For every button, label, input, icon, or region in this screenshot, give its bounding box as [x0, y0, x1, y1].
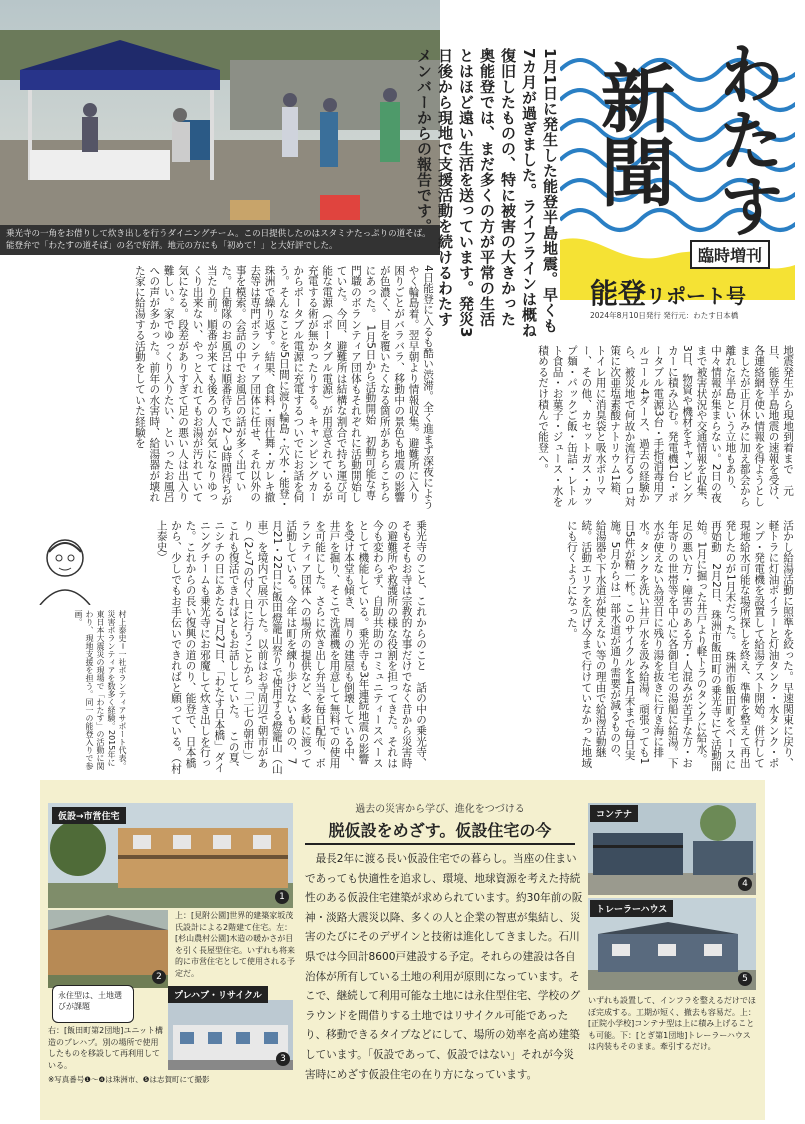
bubble-text: 永住型は、土地選びが課題 [58, 991, 122, 1011]
noto-label: 能登 [590, 277, 647, 310]
photo-number-2: 2 [152, 970, 166, 984]
title-watasu: わたす [707, 40, 785, 238]
title-shinbun: 新聞 [589, 60, 675, 208]
column-2: 4日能登に入るも酷い渋滞。全く進まず深夜にようやく輪島着。翌早朝より情報収集。避難所に入り困りごとがバラバラ、移動中の景色も地震の影響が色濃く、目を覆いたくなる箇所があちらこちらにあった。 1月5日から活動開始 初動可能な専門職のボランティア団体もそれぞれに活動開始していた。今回、避難所は結構な割合で持ち運び可能な電源（ポータブル電源）が用意されているが充電する術が無かったりする。キャンピングカーからポータブル電源に充電するついでにお話を伺う。そんなことを5日間に渡り輪島・穴水・能登・珠洲で繰り返す。結果、食料・雨仕舞・ガレキ撤去等は専門ボランティア団体に任せ、それ以外の事を模索。会話の中でお風呂の話が多く出ていた。自衛隊のお風呂は順番待ちで2〜3時間待ちが当たり前。順番が来ても後ろの人が気になりゆっくり出来ない、やっと入れてもお湯が汚れていて気になる。段差がありすぎて足の悪い人は出入り難しい。家でゆっくり入りたい、といったお風呂への声が多かった。前年の水害時、給湯器が壊れた家に給湯する活動をしていた経験を [133, 265, 434, 510]
caption-top: 上：[見附公園]世界的建築家坂茂氏設計による2階建て住宅。左：[杉山農村公園]木造の暖かさが目を引く長屋型住宅。いずれも将来的に市営住宅として使用される予定だ。 [175, 911, 295, 978]
noto-title [590, 272, 746, 312]
tag-kasetsu: 仮設→市営住宅 [52, 807, 126, 824]
photo-number-5: 5 [738, 972, 752, 986]
caption-container: いずれも設置して、インフラを整えるだけでほぼ完成する。工期が短く、撤去も容易だ。上：[正院小学校]コンテナ型は上に積み上げることも可能。下：[とぎ第1団地]トレーラーハウスは内装もそのまま。牽引するだけ。 [588, 996, 756, 1051]
author-bio: 村上泰史＝一社ボランティアサポート代表。災害ボランティアを数多く経験。2015年に東日本大震災の現場で「わたす」の活動に関わり、現地支援を担う。同一の能登入りで参画。 [74, 610, 127, 770]
photo-number-4: 4 [738, 877, 752, 891]
prefab-unit-photo [168, 1000, 293, 1070]
tag-prefab: プレハブ・リサイクル [168, 986, 268, 1003]
headline: 脱仮設をめざす。仮設住宅の今 [328, 821, 552, 840]
photo-4-block [588, 803, 756, 895]
column-3: 活かし給湯活動に照準を絞った。早速関東に戻り、軽トラに灯油ボイラーと灯油タンク・水タンク・ポンプ・発電機を設置して給湯テスト開始。併行して現地給水可能な場所探しを終え、準備を整えて再出発したのが1月末だった。 珠洲市飯田町をベースに再始動 2月2日、珠洲市飯田町の乗光寺にて活動開始。1月に掘った井戸より軽トラのタンクに給水。足の悪い方・障害のある方・人混みが苦手な方・お年寄りの世帯等を中心に各御自宅の湯船に給湯。下水が使えない為翌日に残り湯を抜きに行き海に排水。タンクを洗い井戸水を汲み給湯。頑張っても1日5件が精一杯。このサイクルを4月末まで毎日実施。5月からは一部水道が通り需要が減るものの、給湯器や下水道が使えない等の理由で給湯活動継続。活動エリアを広げ今まで行けていなかった地域にも行くようになった。 [565, 520, 794, 772]
tent-scene-illustration [0, 0, 440, 225]
tag-container: コンテナ [590, 805, 638, 822]
caption-right: 右：[飯田町第2団地]ユニット構造のプレハブ。別の場所で使用したものを移設して再利用している。 [48, 1026, 164, 1070]
report-label: リポート号 [646, 284, 747, 308]
author-portrait [35, 530, 95, 605]
column-4: 乗光寺のこと、これからのこと 話の中の乗光寺、そもそもお寺は宗教的な事だけでなく昔から災害時の避難所や救護所の様な役割を担ってきた。それは今も変わらず、自助共助のコミュニティースペースとして機能している。乗光寺も3年連続地震の影響を受け本堂も傾き、周りの建屋も倒壊している中、井戸を掘り、そこで洗濯機を用意して無料での使用を可能にした。さらに炊き出し弁当を毎日配布、ボランティア団体への場所の提供など、多岐に渡って活動している。今年は町を練り歩けないものの、7月21・22日に飯田燈籠山祭りで使用する燈籠山（山車）を境内で展示した。以前はお寺周辺で朝市があり（2と7の付く日に行うことから「二七の朝市」）これも復活できればともお話ししていた。 この夏、ニシチの日にあたる7月27日、「わたす日本橋」ダイニングチームも乗光寺にお邪魔して炊き出しを行った。これからの長い復興の道のり、能登で、日本橋から、少しでもお手伝いできればと願っている。（村上泰史） [155, 520, 427, 775]
photo-2-block [48, 910, 168, 988]
lead-text: 1月1日に発生した能登半島地震。早くも7カ月が過ぎました。ライフラインは概ね復旧したものの、特に被害の大きかった奥能登では、まだ多くの方が平常の生活とはほど遠い生活を送っています。発災3日後から現地で支援活動を続けるわたすメンバーからの報告です。 [415, 48, 559, 338]
footnote: ※写真番号❶〜❹は珠洲市、❺は志賀町にて撮影 [48, 1075, 210, 1084]
special-edition-badge: 臨時増刊 [690, 240, 770, 269]
author-sketch-icon [35, 530, 95, 605]
bubble-block [52, 985, 134, 1023]
kicker: 過去の災害から学び、進化をつづける [355, 804, 525, 815]
wooden-row-house-photo [48, 910, 168, 988]
photo-1-block [48, 803, 293, 908]
photo-3-block [168, 991, 293, 1070]
headline-rule [305, 843, 575, 845]
photo-5-block [588, 898, 756, 990]
photo-number-1: 1 [275, 890, 289, 904]
photo-number-3: 3 [276, 1052, 290, 1066]
bottom-body: 最長2年に渡る長い仮設住宅での暮らし。当座の住まいであっても快適性を追求し、環境、地球資源を考えた持続性のある仮設住宅建築が求められています。約30年前の阪神・淡路大震災以降、多くの人と企業の智恵が集結し、災害のたびにそのデザインと技術は進化してきました。石川県では今回計8600戸建設する予定。それらの建設は各自治体が所有している土地の利用が原則になっています。そこで、継続して利用可能な土地には永住型住宅、学校のグラウンドを間借りする土地ではリサイクル可能であったり、移動できるタイプなどにして、場所の効率を高め建築しています。「仮設であって、仮設ではない」それが今災害時にめざす仮設住宅の在り方になっています。 [305, 853, 583, 1081]
tag-trailer: トレーラーハウス [590, 900, 673, 917]
issue-date: 2024年8月10日発行 発行元：わたす日本橋 [590, 311, 739, 320]
top-photo-caption: 乗光寺の一角をお借りして炊き出しを行うダイニングチーム。この日提供したのはスタミナたっぷりの道そば。能登弁で「わたすの道そば」の名で好評。地元の方にも「初めて！」と大好評でした。 [0, 225, 440, 255]
top-photo [0, 0, 440, 255]
column-1: 地震発生から現地到着まで 元旦、能登半島地震の速報を受け、各連絡網を使い情報を得ようとしましたが正月休みに加え都会から離れた半島という立地もあり、中々情報が集まらない。2日の夜まで被害状況や交通情報を収集、3日、物資や機材をキャンピングカーに積み込む。発電機1台・ポータブル電源3台・手指消毒用アルコール4ダース、過去の経験から、被災地で何故か流行るノロ対策に次亜塩素酸ナトリウム1箱、トイレ用に消臭袋と吸水ポリマー、その他、カセットガス・カップ麺・パックご飯・缶詰・レトルト食品・お菓子・ジュース・水を積めるだけ積んで能登へ。 [537, 345, 794, 507]
masthead [560, 40, 795, 340]
